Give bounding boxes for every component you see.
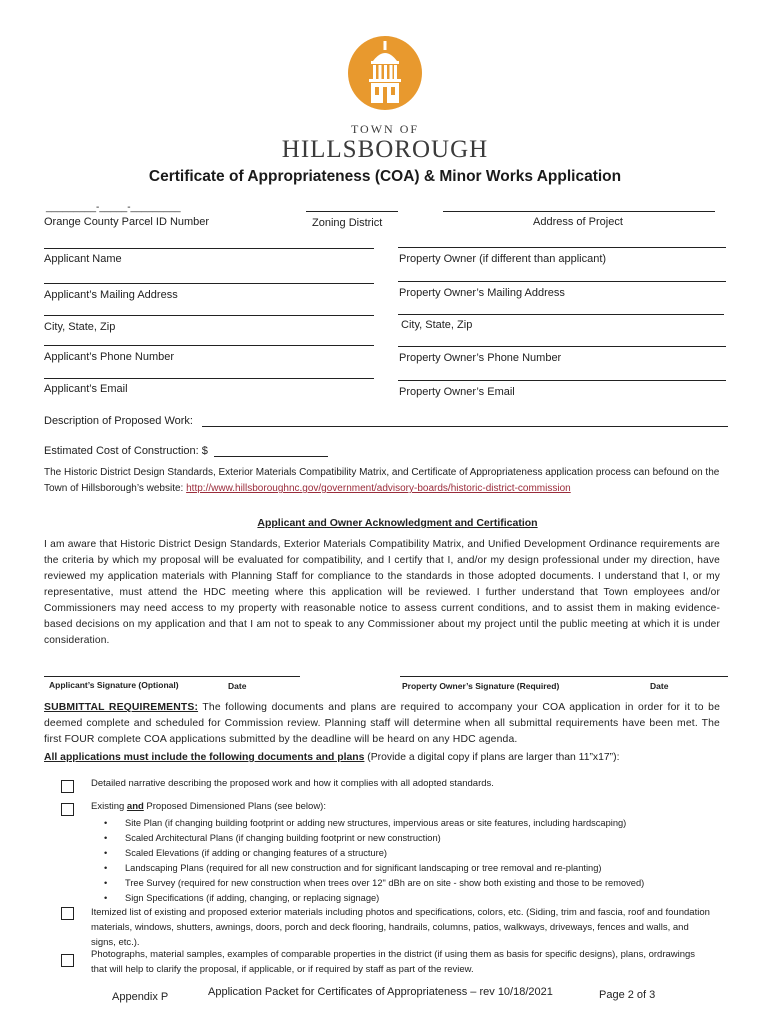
cost-field[interactable] xyxy=(214,456,328,457)
owner-phone-label: Property Owner’s Phone Number xyxy=(399,352,562,364)
checklist-item-materials: Itemized list of existing and proposed exterior materials including photos and specifications, colors, etc. (Siding, trim and fascia, roof and foundation materials, windows, shutters, awnings, doors, porch and deck flooring, handrails, columns, patios, walkways, driveways, fences and walls, and signs, etc.). xyxy=(91,907,710,948)
owner-city-label: City, State, Zip xyxy=(401,319,473,331)
owner-mailing-field[interactable] xyxy=(398,281,726,282)
zoning-district-label: Zoning District xyxy=(312,217,383,229)
applicant-signature-field[interactable] xyxy=(44,676,300,677)
project-address-field[interactable] xyxy=(443,211,715,212)
owner-name-field[interactable] xyxy=(398,247,726,248)
hdc-website-link[interactable]: http://www.hillsboroughnc.gov/government/advisory-boards/historic-district-commission xyxy=(186,483,571,494)
town-name: HILLSBOROUGH xyxy=(281,136,489,163)
submittal-text: The following documents and plans are required to accompany your COA application in order for it to be deemed complete and scheduled for Commission review. Planning staff will determine when all submittal requirements have been met. The first FOUR complete COA applications submitted by the deadline will be heard on any HDC agenda. xyxy=(44,702,720,745)
zoning-district-field[interactable] xyxy=(306,211,398,212)
bullet-site-plan: • Site Plan (if changing building footprint or adding new structures, impervious areas or site features, including hardscaping) xyxy=(125,818,626,828)
submittal-paragraph xyxy=(44,700,720,748)
parcel-id-label: Orange County Parcel ID Number xyxy=(44,216,210,228)
applicant-email-label: Applicant’s Email xyxy=(44,383,128,395)
footer-packet: Application Packet for Certificates of Appropriateness – rev 10/18/2021 xyxy=(208,986,553,998)
plans-and: and xyxy=(126,801,144,812)
applicant-city-label: City, State, Zip xyxy=(44,321,116,333)
checkbox-narrative[interactable] xyxy=(61,780,74,793)
ack-body: I am aware that Historic District Design Standards, Exterior Materials Compatibility Matrix, and Unified Development Ordinance requirements are the criteria by which my proposal will be evaluated for compatibility, and I certify that I, and/or my design professional under my direction, have reviewed my application materials with Planning Staff for compliance to the standards in those adopted documents. I understand that I, or my representative, must attend the HDC meeting where this application will be reviewed. I further understand that Town employees and/or Commissioners may need access to my property with reasonable notice to assess current conditions, and to assist them in making evidence-based decisions on my application and that I am not to speak to any Commissioner about my project until the public meeting at which it is under consideration. xyxy=(44,539,720,646)
footer-page-number: Page 2 of 3 xyxy=(599,989,656,1001)
info-text: The Historic District Design Standards, Exterior Materials Compatibility Matrix, and Certificate of Appropriateness application process can befound on the Town of Hillsborough’s website: xyxy=(44,467,720,494)
all-applications-note: (Provide a digital copy if plans are larger than 11”x17”): xyxy=(364,752,620,763)
town-of-label: TOWN OF xyxy=(350,122,420,136)
checklist-item-narrative: Detailed narrative describing the proposed work and how it complies with all adopted standards. xyxy=(91,778,494,789)
description-field[interactable] xyxy=(202,426,728,427)
checkbox-photographs[interactable] xyxy=(61,954,74,967)
applicant-date-label: Date xyxy=(228,681,247,691)
owner-email-label: Property Owner’s Email xyxy=(399,386,515,398)
applicant-mailing-label: Applicant’s Mailing Address xyxy=(44,289,178,301)
applicant-signature-label: Applicant’s Signature (Optional) xyxy=(49,680,179,690)
checkbox-dimensioned-plans[interactable] xyxy=(61,803,74,816)
bullet-sign-specs: • Sign Specifications (if adding, changing, or replacing signage) xyxy=(125,893,379,903)
owner-name-label: Property Owner (if different than applicant) xyxy=(399,253,607,265)
all-applications-heading: All applications must include the following documents and plans xyxy=(44,752,365,763)
owner-email-field[interactable] xyxy=(398,380,726,381)
town-hall-cupola-icon xyxy=(347,35,423,111)
applicant-mailing-field[interactable] xyxy=(44,283,374,284)
project-address-label: Address of Project xyxy=(533,216,623,228)
bullet-landscaping: • Landscaping Plans (required for all new construction and for significant landscaping or tree removal and re-planting) xyxy=(125,863,601,873)
checklist-item-photographs: Photographs, material samples, examples of comparable properties in the district (if using them as basis for specific designs), plans, ordrawings that will help to clarify the proposal, if applicable, or if required by staff as part of the review. xyxy=(91,949,696,975)
checklist-item-plans xyxy=(91,799,721,814)
owner-signature-field[interactable] xyxy=(400,676,728,677)
owner-date-label: Date xyxy=(650,681,669,691)
form-title: Certificate of Appropriateness (COA) & Minor Works Application xyxy=(148,168,622,185)
bullet-architectural-plans: • Scaled Architectural Plans (if changing building footprint or new construction) xyxy=(125,833,441,843)
submittal-heading: SUBMITTAL REQUIREMENTS: xyxy=(44,702,199,713)
applicant-phone-field[interactable] xyxy=(44,345,374,346)
applicant-city-field[interactable] xyxy=(44,315,374,316)
plans-proposed: Proposed Dimensioned Plans (see below): xyxy=(143,801,326,812)
applicant-email-field[interactable] xyxy=(44,378,374,379)
all-applications-line xyxy=(44,752,620,763)
owner-city-field[interactable] xyxy=(398,314,724,315)
bullet-elevations: • Scaled Elevations (if adding or changing features of a structure) xyxy=(125,848,387,858)
applicant-phone-label: Applicant’s Phone Number xyxy=(44,351,175,363)
parcel-id-format: _________-_____-_________ xyxy=(46,202,181,213)
owner-phone-field[interactable] xyxy=(398,346,726,347)
ack-heading: Applicant and Owner Acknowledgment and Certification xyxy=(257,517,538,529)
bullet-tree-survey: • Tree Survey (required for new construction when trees over 12" dBh are on site - show both existing and those to be removed) xyxy=(125,878,644,888)
checkbox-materials-list[interactable] xyxy=(61,907,74,920)
info-paragraph xyxy=(44,465,734,497)
owner-mailing-label: Property Owner’s Mailing Address xyxy=(399,287,565,299)
plans-existing: Existing xyxy=(91,801,127,812)
cost-label: Estimated Cost of Construction: $ xyxy=(44,445,208,457)
footer-appendix: Appendix P xyxy=(112,991,169,1003)
owner-signature-label: Property Owner’s Signature (Required) xyxy=(402,681,560,691)
description-label: Description of Proposed Work: xyxy=(44,415,193,427)
applicant-name-label: Applicant Name xyxy=(44,253,122,265)
applicant-name-field[interactable] xyxy=(44,248,374,249)
